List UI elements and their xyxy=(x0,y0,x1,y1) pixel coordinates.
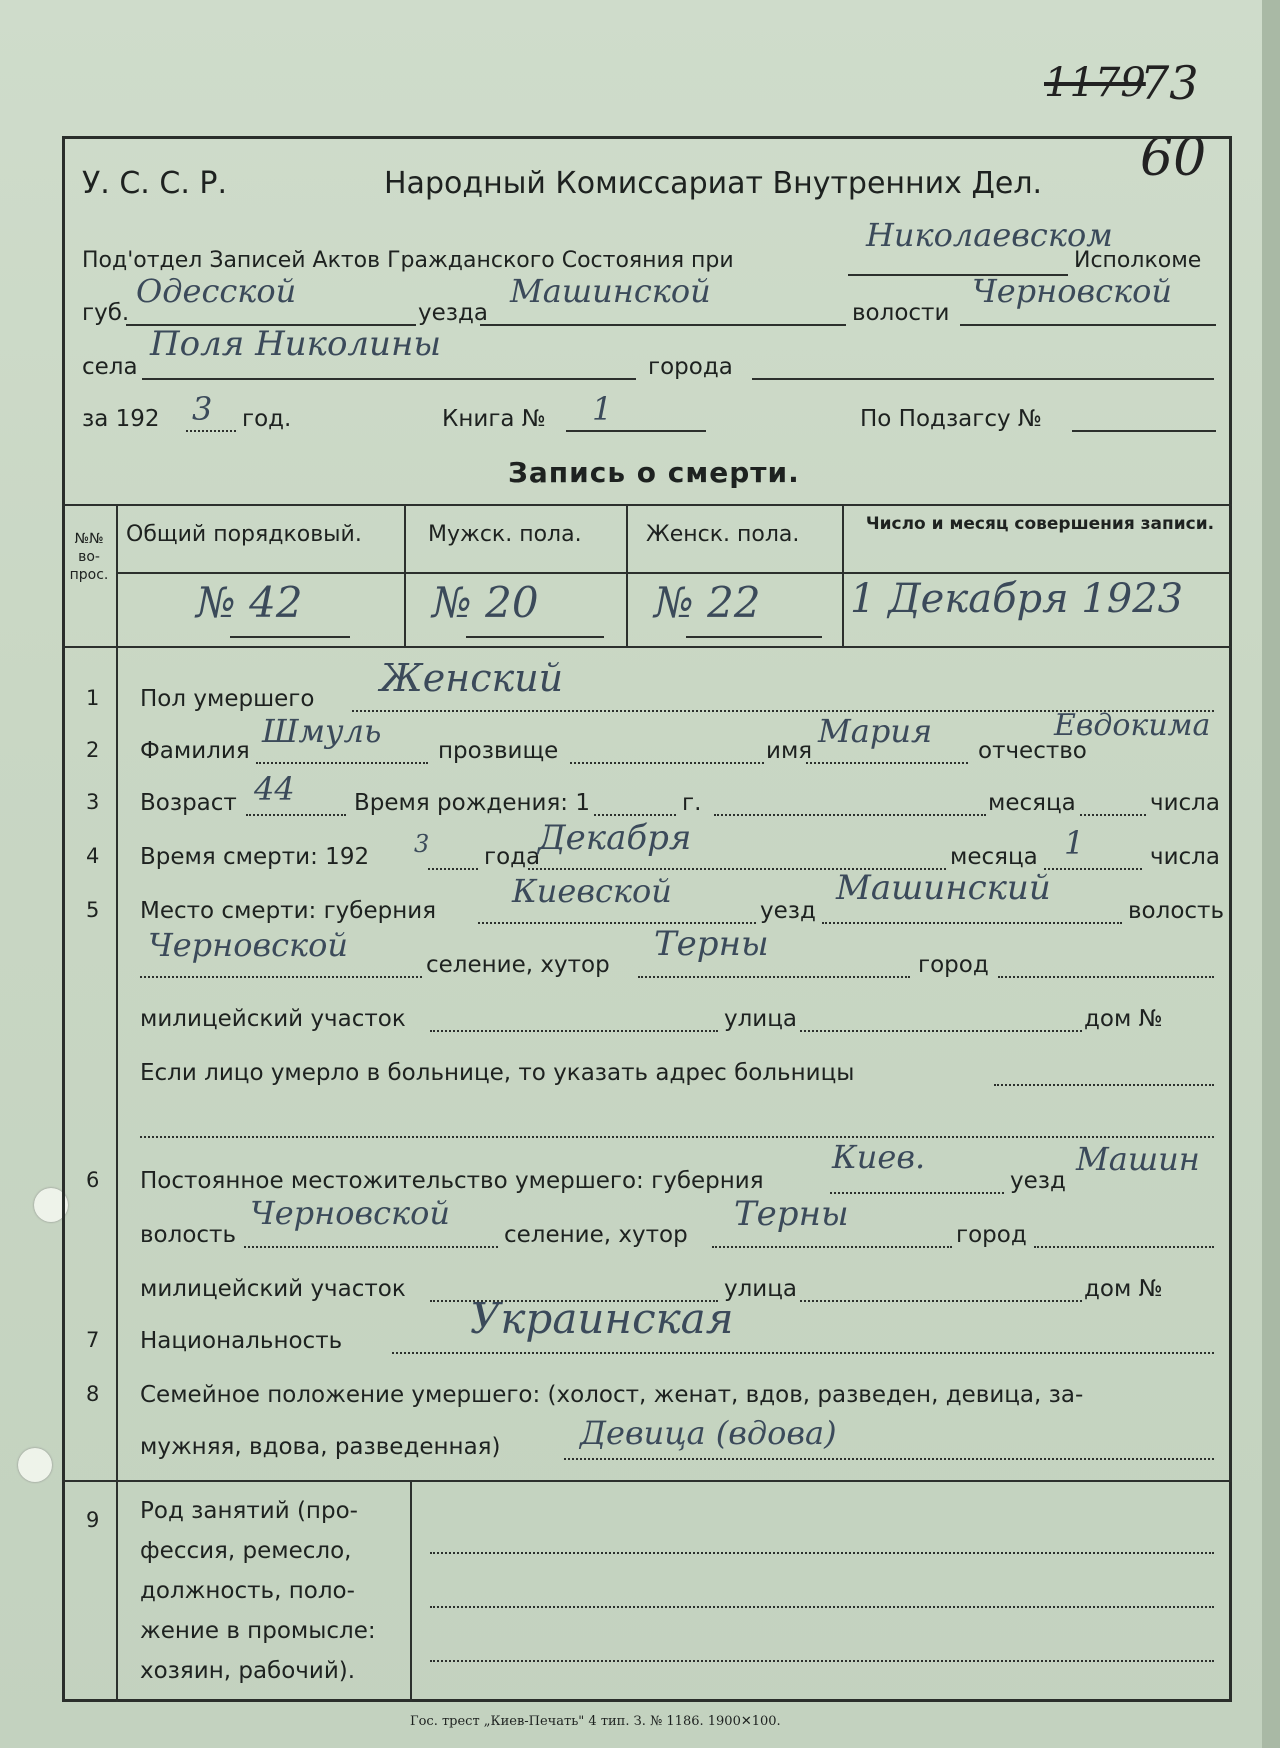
marital-label: Семейное положение умершего: (холост, женат, вдов, разведен, девица, за- xyxy=(140,1382,1084,1408)
surname-label: Фамилия xyxy=(140,738,250,764)
marital-line xyxy=(564,1458,1214,1460)
date-value: 1 Декабря 1923 xyxy=(850,576,1184,622)
death-uezd-line xyxy=(822,922,1122,924)
sex-value: Женский xyxy=(380,656,564,700)
uezd-value: Машинской xyxy=(510,272,711,310)
occupation-label-line: должность, поло- xyxy=(140,1578,355,1604)
age-label: Возраст xyxy=(140,790,237,816)
selo-label: села xyxy=(82,354,138,380)
death-volost-label: волость xyxy=(1128,898,1224,924)
residence-volost-value: Черновской xyxy=(250,1194,451,1232)
subdept-value: Николаевском xyxy=(866,216,1113,254)
residence-gub-value: Киев. xyxy=(832,1138,926,1176)
death-selo-line xyxy=(638,976,910,978)
nationality-line xyxy=(392,1352,1214,1354)
gub-label: губ. xyxy=(82,300,130,326)
death-gorod-line xyxy=(998,976,1214,978)
general-value: № 42 xyxy=(196,578,303,627)
death-uezd-label: уезд xyxy=(760,898,816,924)
patronymic-label: отчество xyxy=(978,738,1087,764)
printer-footer: Гос. трест „Киев-Печать" 4 тип. З. № 1186. 1900✕100. xyxy=(410,1714,781,1729)
residence-volost-line xyxy=(244,1246,498,1248)
hospital-line-2 xyxy=(140,1136,1214,1138)
selo-value: Поля Николины xyxy=(150,324,442,364)
selo-line xyxy=(142,378,636,380)
archive-mark-3: 60 xyxy=(1140,128,1207,188)
row-number: 6 xyxy=(86,1168,100,1192)
general-header: Общий порядковый. xyxy=(126,522,362,547)
volost-value: Черновской xyxy=(972,272,1173,310)
birth-year-line xyxy=(594,814,676,816)
archive-mark-2: 73 xyxy=(1140,56,1199,110)
occupation-col-divider xyxy=(410,1480,412,1702)
birth-day-line xyxy=(1080,814,1146,816)
uezd-label: уезда xyxy=(418,300,488,326)
death-month-label: месяца xyxy=(950,844,1038,870)
form-title: Запись о смерти. xyxy=(508,456,800,489)
table-top xyxy=(62,504,1232,506)
residence-militia-label: милицейский участок xyxy=(140,1276,406,1302)
residence-label: Постоянное местожительство умершего: губерния xyxy=(140,1168,764,1194)
death-day-line xyxy=(1044,868,1142,870)
birth-day-label: числа xyxy=(1150,790,1220,816)
birth-label: Время рождения: 1 xyxy=(354,790,590,816)
podzags-label: По Подзагсу № xyxy=(860,406,1042,432)
republic-label: У. С. С. Р. xyxy=(82,166,228,201)
year-value: 3 xyxy=(192,390,213,428)
death-uezd-value: Машинский xyxy=(836,868,1051,908)
hospital-label: Если лицо умерло в больнице, то указать адрес больницы xyxy=(140,1060,855,1086)
patronymic-value: Евдокима xyxy=(1054,708,1211,743)
death-place-label: Место смерти: губерния xyxy=(140,898,437,924)
archive-mark-1: 1179 xyxy=(1044,60,1146,106)
nationality-value: Украинская xyxy=(470,1294,734,1343)
age-value: 44 xyxy=(254,770,295,808)
residence-uezd-label: уезд xyxy=(1010,1168,1066,1194)
col-divider xyxy=(842,504,844,646)
year-line xyxy=(186,430,236,432)
name-line xyxy=(806,762,968,764)
death-street-line xyxy=(800,1030,1082,1032)
occupation-label-line: Род занятий (про- xyxy=(140,1498,358,1524)
occupation-line xyxy=(430,1606,1214,1608)
residence-uezd-value: Машин xyxy=(1076,1140,1200,1178)
nationality-label: Национальность xyxy=(140,1328,343,1354)
podzags-line xyxy=(1072,430,1216,432)
marital-value: Девица (вдова) xyxy=(580,1414,837,1452)
occupation-divider xyxy=(62,1480,1232,1482)
gorod-line xyxy=(752,378,1214,380)
qnum-header: №№ во-прос. xyxy=(69,531,109,583)
residence-selo-line xyxy=(712,1246,952,1248)
female-value: № 22 xyxy=(654,578,761,627)
row-number: 8 xyxy=(86,1382,100,1406)
residence-gub-line xyxy=(830,1192,1004,1194)
death-gorod-label: город xyxy=(918,952,989,978)
death-gub-value: Киевской xyxy=(512,872,672,910)
date-header: Число и месяц совершения записи. xyxy=(865,514,1215,534)
volost-line xyxy=(960,324,1216,326)
birth-month-line xyxy=(714,814,986,816)
age-line xyxy=(246,814,346,816)
death-volost-value: Черновской xyxy=(148,926,349,964)
death-month-value: Декабря xyxy=(538,818,692,858)
commissariat-title: Народный Комиссариат Внутренних Дел. xyxy=(384,166,1043,201)
name-value: Мария xyxy=(818,712,933,750)
row-number: 7 xyxy=(86,1328,100,1352)
row-number: 4 xyxy=(86,844,100,868)
row-number: 3 xyxy=(86,790,100,814)
birth-g-label: г. xyxy=(682,790,702,816)
occupation-label-line: фессия, ремесло, xyxy=(140,1538,352,1564)
row-number: 2 xyxy=(86,738,100,762)
book-value: 1 xyxy=(592,390,613,428)
gorod-label: города xyxy=(648,354,733,380)
row-number: 1 xyxy=(86,686,100,710)
residence-selo-label: селение, хутор xyxy=(504,1222,688,1248)
nickname-label: прозвище xyxy=(438,738,559,764)
volost-label: волости xyxy=(852,300,950,326)
ispolkom-label: Исполкоме xyxy=(1074,248,1202,273)
nickname-line xyxy=(570,762,764,764)
row-number: 5 xyxy=(86,898,100,922)
residence-volost-label: волость xyxy=(140,1222,236,1248)
col-divider xyxy=(116,504,118,1702)
marital-label-2: мужняя, вдова, разведенная) xyxy=(140,1434,501,1460)
residence-gorod-line xyxy=(1034,1246,1214,1248)
surname-value: Шмуль xyxy=(262,712,382,750)
occupation-line xyxy=(430,1552,1214,1554)
residence-house-label: дом № xyxy=(1084,1276,1163,1302)
female-header: Женск. пола. xyxy=(646,522,800,547)
death-day-label: числа xyxy=(1150,844,1220,870)
year-prefix: за 192 xyxy=(82,406,160,432)
male-line xyxy=(466,636,604,638)
book-label: Книга № xyxy=(442,406,546,432)
residence-street-label: улица xyxy=(724,1276,798,1302)
col-divider xyxy=(404,504,406,646)
death-militia-label: милицейский участок xyxy=(140,1006,406,1032)
hospital-line xyxy=(994,1084,1214,1086)
death-selo-label: селение, хутор xyxy=(426,952,610,978)
sex-label: Пол умершего xyxy=(140,686,315,712)
row-number: 9 xyxy=(86,1508,100,1532)
general-line xyxy=(230,636,350,638)
head-divider xyxy=(116,572,1230,574)
year-suffix: год. xyxy=(242,406,292,432)
residence-street-line xyxy=(800,1300,1082,1302)
uezd-line xyxy=(480,324,846,326)
death-militia-line xyxy=(430,1030,718,1032)
residence-gorod-label: город xyxy=(956,1222,1027,1248)
death-house-label: дом № xyxy=(1084,1006,1163,1032)
occupation-line xyxy=(430,1660,1214,1662)
subdept-label: Под'отдел Записей Актов Гражданского Состояния при xyxy=(82,248,734,273)
residence-selo-value: Терны xyxy=(734,1194,849,1234)
death-year-label: года xyxy=(484,844,541,870)
surname-line xyxy=(256,762,428,764)
occupation-label-line: жение в промысле: xyxy=(140,1618,376,1644)
punch-hole xyxy=(18,1448,52,1482)
male-header: Мужск. пола. xyxy=(428,522,582,547)
occupation-label-line: хозяин, рабочий). xyxy=(140,1658,356,1684)
death-year-line xyxy=(428,868,478,870)
death-year-value: 3 xyxy=(414,830,430,858)
col-divider xyxy=(626,504,628,646)
death-time-label: Время смерти: 192 xyxy=(140,844,370,870)
table-head-bottom xyxy=(62,646,1232,648)
birth-month-label: месяца xyxy=(988,790,1076,816)
death-volost-line xyxy=(140,976,422,978)
book-line xyxy=(566,430,706,432)
female-line xyxy=(686,636,822,638)
name-label: имя xyxy=(766,738,813,764)
death-selo-value: Терны xyxy=(654,924,769,964)
male-value: № 20 xyxy=(432,578,539,627)
death-day-value: 1 xyxy=(1064,824,1085,862)
gub-value: Одесской xyxy=(136,272,297,310)
death-street-label: улица xyxy=(724,1006,798,1032)
